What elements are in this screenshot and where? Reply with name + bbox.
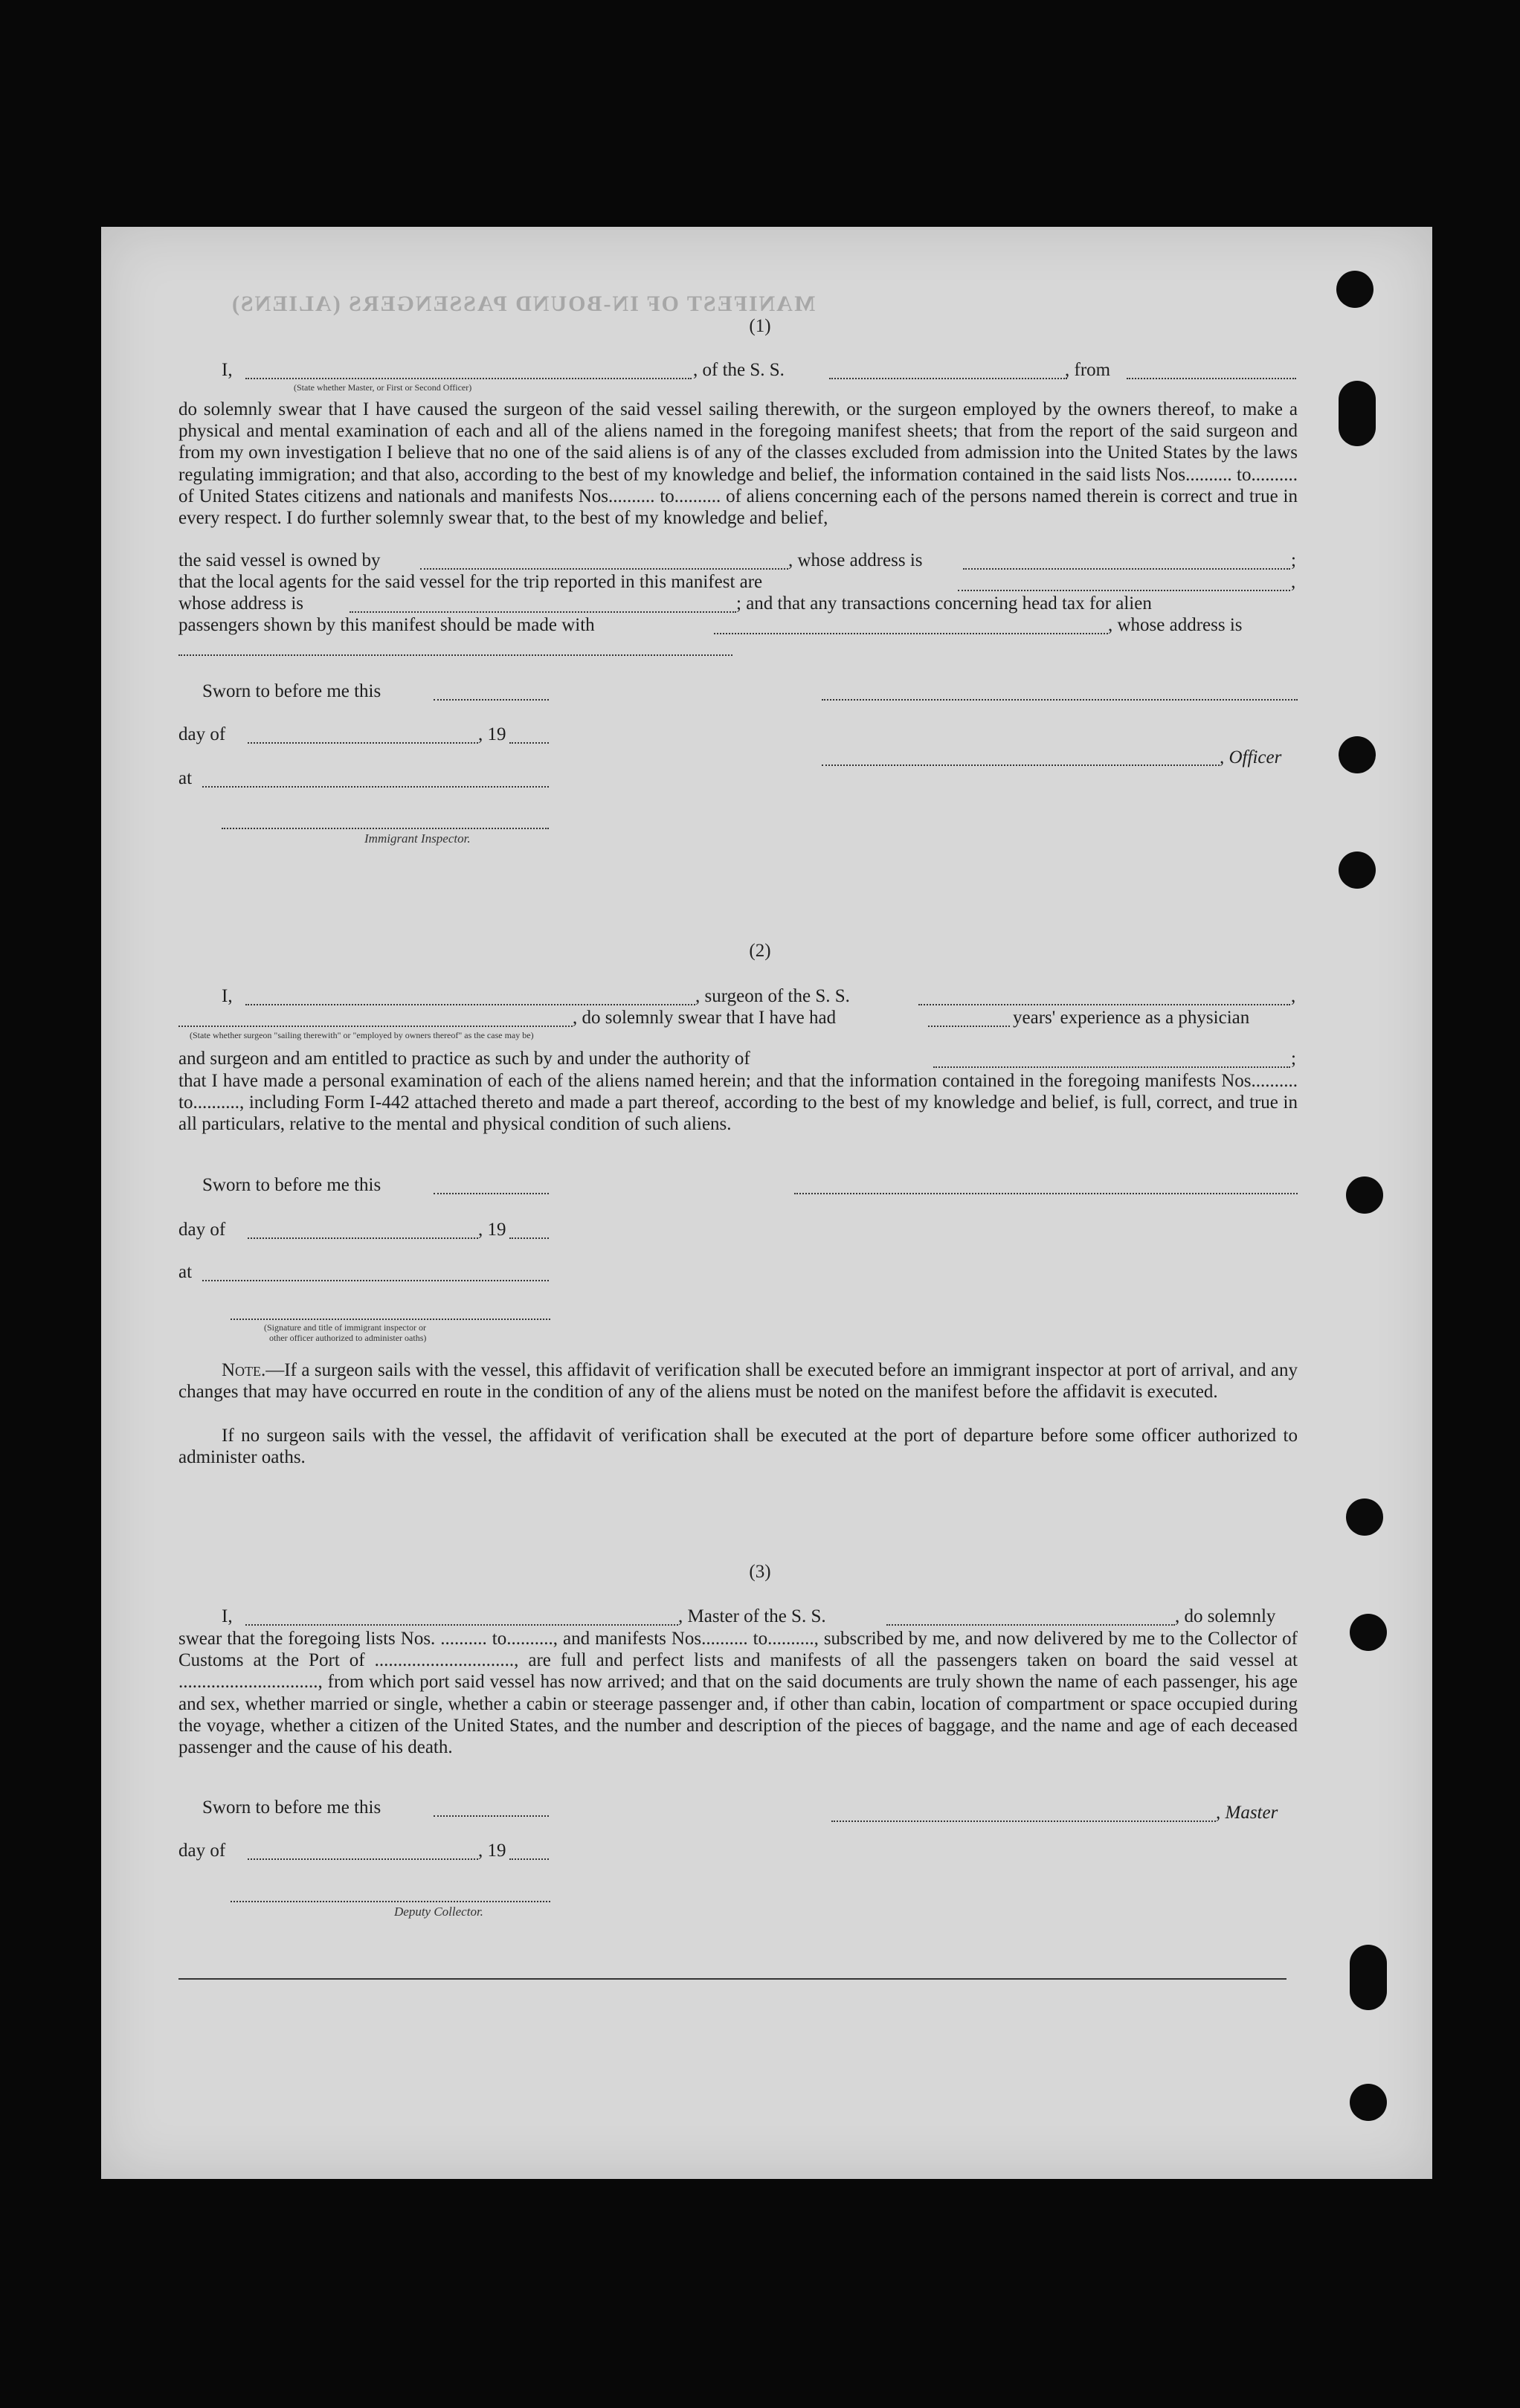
surgeon-name-field[interactable] [245,1004,695,1005]
owner-address-field[interactable] [963,568,1290,570]
surgeon-signature-field[interactable] [794,1193,1298,1194]
day-of-label-3: day of [178,1841,226,1861]
solemnly-label: , do solemnly [1175,1606,1276,1626]
collector-signature-field[interactable] [231,1901,550,1902]
note-text: —If a surgeon sails with the vessel, this affidavit of verification shall be executed before an immigrant inspector at port of arrival, and any changes that may have occurred en route in the condition of any of the aliens must be noted on the manifest before the affidavit is executed. [178,1360,1298,1403]
owner-field[interactable] [420,568,788,570]
year-label-2: , 19 [478,1220,506,1240]
contact-address-label: , whose address is [1108,615,1243,635]
section-2-oath-text: that I have made a personal examination of each of the aliens named herein; and that the information contained in the foregoing manifests Nos.......... to.........., including Form I-442 attached thereto and made a part thereof, according to the best of my knowledge and belief, is full, correct, and true in all particulars, relative to the mental and physical condition of such aliens. [178,1071,1298,1135]
binder-hole-icon [1350,1945,1387,2010]
month-field[interactable] [248,742,478,744]
signature-caption-1: (Signature and title of immigrant inspector or [264,1322,426,1333]
year-field-3[interactable] [509,1858,549,1860]
section-3-i: I, [222,1606,233,1626]
officer-label: , Officer [1220,747,1282,767]
ship-name-field[interactable] [829,378,1067,379]
passengers-label: passengers shown by this manifest should be made with [178,615,595,635]
month-field-3[interactable] [248,1858,478,1860]
binder-hole-icon [1336,271,1374,308]
year-label-3: , 19 [478,1841,506,1861]
surgeon-status-note: (State whether surgeon "sailing therewith" or "employed by owners thereof" as the case may be) [190,1030,534,1040]
local-agents-label: that the local agents for the said vessel for the trip reported in this manifest are [178,572,763,592]
day-of-label-2: day of [178,1220,226,1240]
sworn-day-field-2[interactable] [434,1193,549,1194]
collector-caption: Deputy Collector. [394,1905,483,1919]
head-tax-contact-field[interactable] [714,633,1108,634]
binder-hole-icon [1339,381,1376,446]
surgeon-status-field[interactable] [178,1026,573,1027]
master-of-label: , Master of the S. S. [678,1606,826,1626]
from-port-field[interactable] [1127,378,1296,379]
year-label: , 19 [478,724,506,744]
section-2-i: I, [222,986,233,1006]
at-label: at [178,768,193,788]
local-agents-field[interactable] [958,590,1290,591]
authority-label: and surgeon and am entitled to practice as such by and under the authority of [178,1049,750,1069]
contact-address-continuation-field[interactable] [178,654,732,656]
month-field-2[interactable] [248,1237,478,1239]
inspector-signature-field-2[interactable] [231,1319,550,1320]
year-field[interactable] [509,742,549,744]
of-ss-label: , of the S. S. [693,360,785,380]
day-of-label: day of [178,724,226,744]
master-signature-field[interactable] [831,1821,1216,1822]
section-1-number: (1) [749,316,771,336]
binder-hole-icon [1339,736,1376,773]
authority-field[interactable] [933,1066,1290,1068]
rank-note: (State whether Master, or First or Second Officer) [294,382,472,393]
section-1-i: I, [222,360,233,380]
master-name-field[interactable] [245,378,692,379]
years-label: years' experience as a physician [1013,1008,1250,1028]
binder-hole-icon [1346,1498,1383,1536]
at-place-field-2[interactable] [202,1280,549,1281]
head-tax-label: ; and that any transactions concerning head tax for alien [736,593,1152,614]
section-3-number: (3) [749,1562,771,1582]
section-2-number: (2) [749,941,771,961]
years-experience-field[interactable] [928,1026,1010,1027]
master-name-field-3[interactable] [245,1624,678,1626]
section-3-oath-text: swear that the foregoing lists Nos. .......... to.........., and manifests Nos.......... to.........., subscribed by me, and now delivered by me to the Collector of Customs at the Port of .............................., are full and perfect lists and manifests of all the passengers taken on board the said vessel at .............................., from which port said vessel has now arrived; and that on the said documents are truly shown the name of each passenger, his age and sex, whether married or single, whether a cabin or steerage passenger and, if other than cabin, location of compartment or space occupied during the voyage, whether a citizen of the United States, and the number and description of the pieces of baggage, and the name and age of each deceased passenger and the cause of his death. [178,1629,1298,1758]
note-label: Note. [222,1360,266,1380]
sworn-label-2: Sworn to before me this [202,1175,381,1195]
inspector-caption: Immigrant Inspector. [364,831,471,846]
bleed-through-header: MANIFEST OF IN-BOUND PASSENGERS (ALIENS) [231,292,816,316]
at-label-2: at [178,1262,193,1282]
owner-address-label: , whose address is [788,550,923,570]
agents-address-field[interactable] [350,611,736,613]
at-place-field[interactable] [202,786,549,788]
surgeon-note [178,1359,1298,1403]
no-surgeon-note: If no surgeon sails with the vessel, the affidavit of verification shall be executed at the port of departure before some officer authorized to administer oaths. [178,1426,1298,1468]
binder-hole-icon [1350,2084,1387,2121]
signature-caption-2: other officer authorized to administer oaths) [269,1333,427,1343]
officer-signature-field[interactable] [822,764,1220,766]
binder-hole-icon [1346,1176,1383,1214]
surgeon-of-label: , surgeon of the S. S. [695,986,850,1006]
binder-hole-icon [1350,1614,1387,1651]
swear-label: , do solemnly swear that I have had [573,1008,837,1028]
from-label: , from [1065,360,1111,380]
signature-field[interactable] [822,699,1298,701]
sworn-day-field-3[interactable] [434,1815,549,1817]
master-ship-field[interactable] [886,1624,1175,1626]
owned-by-label: the said vessel is owned by [178,550,381,570]
binder-hole-icon [1339,852,1376,889]
inspector-signature-field[interactable] [222,828,549,829]
sworn-label-3: Sworn to before me this [202,1797,381,1818]
master-label: , Master [1216,1803,1278,1823]
year-field-2[interactable] [509,1237,549,1239]
sworn-day-field[interactable] [434,699,549,701]
section-1-oath-text: do solemnly swear that I have caused the surgeon of the said vessel sailing therewith, or the surgeon employed by the owners thereof, to make a physical and mental examination of each and all of the aliens named in the foregoing manifest sheets; that from the report of the said surgeon and from my own investigation I believe that no one of the said aliens is of any of the classes excluded from admission into the United States by the laws regulating immigration; and that also, according to the best of my knowledge and belief, the information contained in the said lists Nos.......... to.......... of United States citizens and nationals and manifests Nos.......... to.......... of aliens concerning each of the persons named therein is correct and true in every respect. I do further solemnly swear that, to the best of my knowledge and belief, [178,399,1298,529]
sworn-label: Sworn to before me this [202,681,381,701]
surgeon-ship-field[interactable] [918,1004,1290,1005]
agents-address-label: whose address is [178,593,304,614]
bottom-rule [178,1978,1286,1980]
